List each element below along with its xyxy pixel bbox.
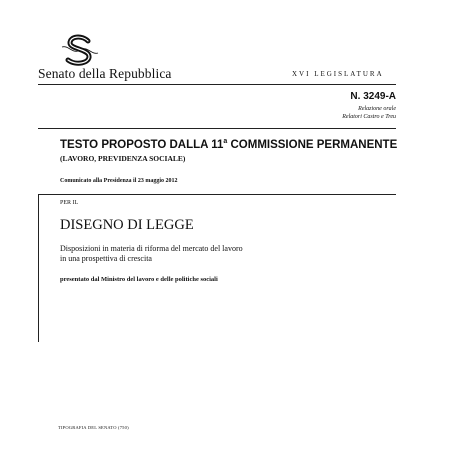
relazione-type: Relazione orale: [358, 106, 396, 112]
per-il-label: PER IL: [60, 200, 79, 206]
section-divider: [38, 194, 396, 195]
header-divider: [38, 84, 396, 85]
bill-description: [60, 244, 380, 264]
description-line: Disposizioni in materia di riforma del mercato del lavoro: [60, 244, 243, 253]
left-margin-rule: [38, 195, 39, 342]
printer-footer: TIPOGRAFIA DEL SENATO (750): [58, 425, 129, 430]
legislature-label: XVI LEGISLATURA: [292, 70, 384, 78]
page-title: TESTO PROPOSTO DALLA 11$^a$ COMMISSIONE PERMANENTE: [60, 138, 398, 151]
presented-by: presentato dal Ministro del lavoro e delle politiche sociali: [60, 276, 218, 283]
document-number: N. 3249-A: [350, 91, 396, 102]
communication-date: Comunicato alla Presidenza il 23 maggio 2012: [60, 178, 178, 184]
senate-s-emblem-icon: [58, 33, 102, 69]
title-divider: [38, 128, 396, 129]
bill-heading: DISEGNO DI LEGGE: [60, 217, 194, 233]
relatori: Relatori Castro e Treu: [342, 114, 396, 120]
institution-name: Senato della Repubblica: [38, 66, 172, 81]
commission-subtitle: (LAVORO, PREVIDENZA SOCIALE): [60, 154, 186, 163]
description-line: in una prospettiva di crescita: [60, 254, 152, 263]
